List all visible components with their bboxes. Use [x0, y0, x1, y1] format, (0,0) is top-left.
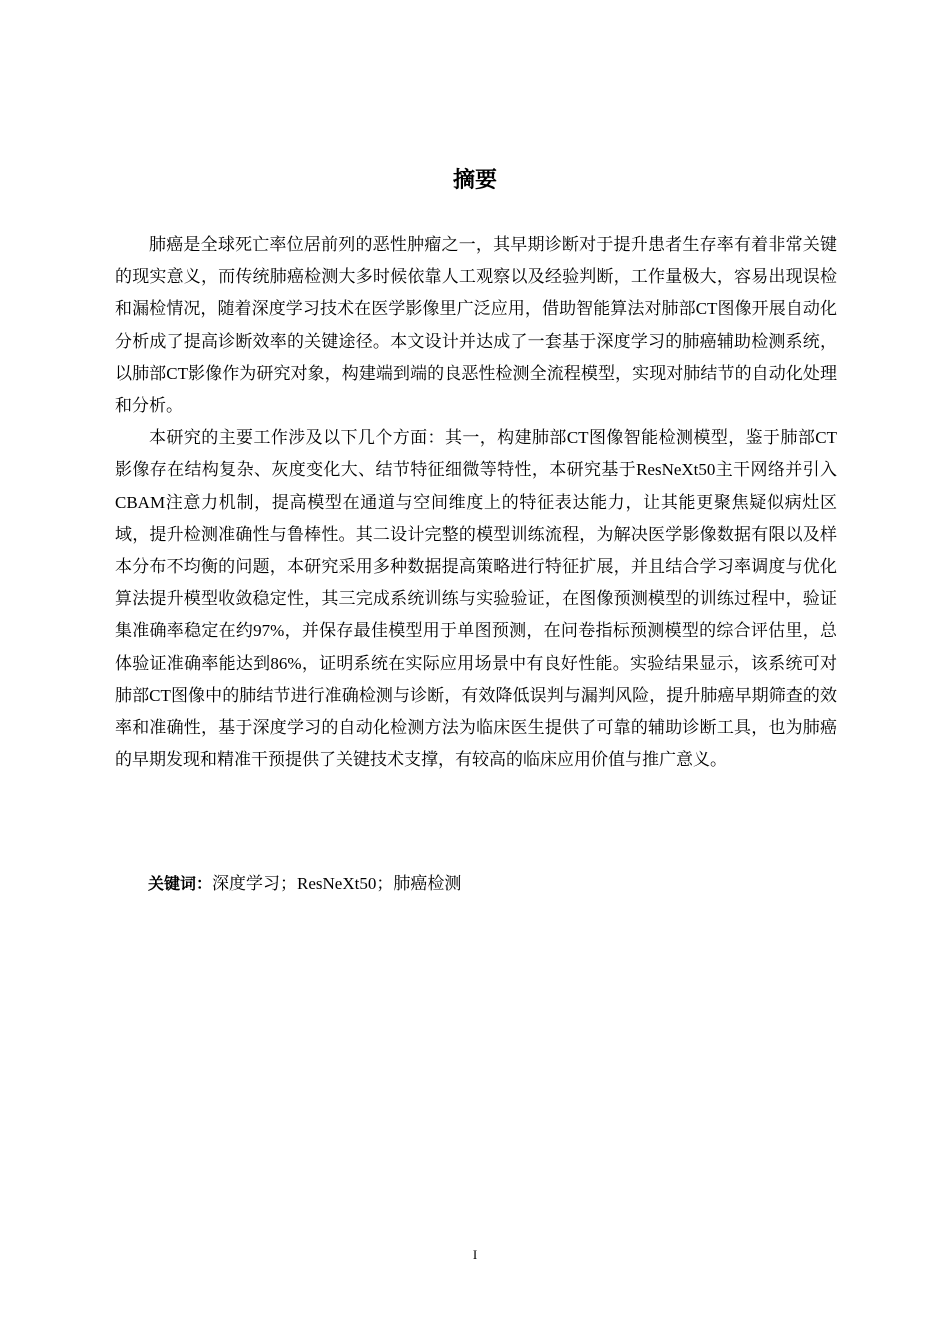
keywords-line [148, 868, 461, 900]
abstract-title: 摘要 [452, 168, 497, 193]
abstract-paragraph-2: 本研究的主要工作涉及以下几个方面：其一，构建肺部CT图像智能检测模型，鉴于肺部CT影像存在结构复杂、灰度变化大、结节特征细微等特性，本研究基于ResNeXt50主干网络并引入CBAM注意力机制，提高模型在通道与空间维度上的特征表达能力，让其能更聚焦疑似病灶区域，提升检测准确性与鲁棒性。其二设计完整的模型训练流程，为解决医学影像数据有限以及样本分布不均衡的问题，本研究采用多种数据提高策略进行特征扩展，并且结合学习率调度与优化算法提升模型收敛稳定性，其三完成系统训练与实验验证，在图像预测模型的训练过程中，验证集准确率稳定在约97%，并保存最佳模型用于单图预测，在问卷指标预测模型的综合评估里，总体验证准确率能达到86%，证明系统在实际应用场景中有良好性能。实验结果显示，该系统可对肺部CT图像中的肺结节进行准确检测与诊断，有效降低误判与漏判风险，提升肺癌早期筛查的效率和准确性，基于深度学习的自动化检测方法为临床医生提供了可靠的辅助诊断工具，也为肺癌的早期发现和精准干预提供了关键技术支撑，有较高的临床应用价值与推广意义。 [115, 428, 837, 770]
keywords-text: 深度学习；ResNeXt50；肺癌检测 [212, 874, 462, 893]
abstract-body [115, 229, 837, 776]
page-number: I [472, 1247, 478, 1262]
abstract-paragraph-1: 肺癌是全球死亡率位居前列的恶性肿瘤之一，其早期诊断对于提升患者生存率有着非常关键的现实意义，而传统肺癌检测大多时候依靠人工观察以及经验判断，工作量极大，容易出现误检和漏检情况，随着深度学习技术在医学影像里广泛应用，借助智能算法对肺部CT图像开展自动化分析成了提高诊断效率的关键途径。本文设计并达成了一套基于深度学习的肺癌辅助检测系统，以肺部CT影像作为研究对象，构建端到端的良恶性检测全流程模型，实现对肺结节的自动化处理和分析。 [115, 235, 837, 416]
keywords-label: 关键词： [148, 874, 213, 893]
